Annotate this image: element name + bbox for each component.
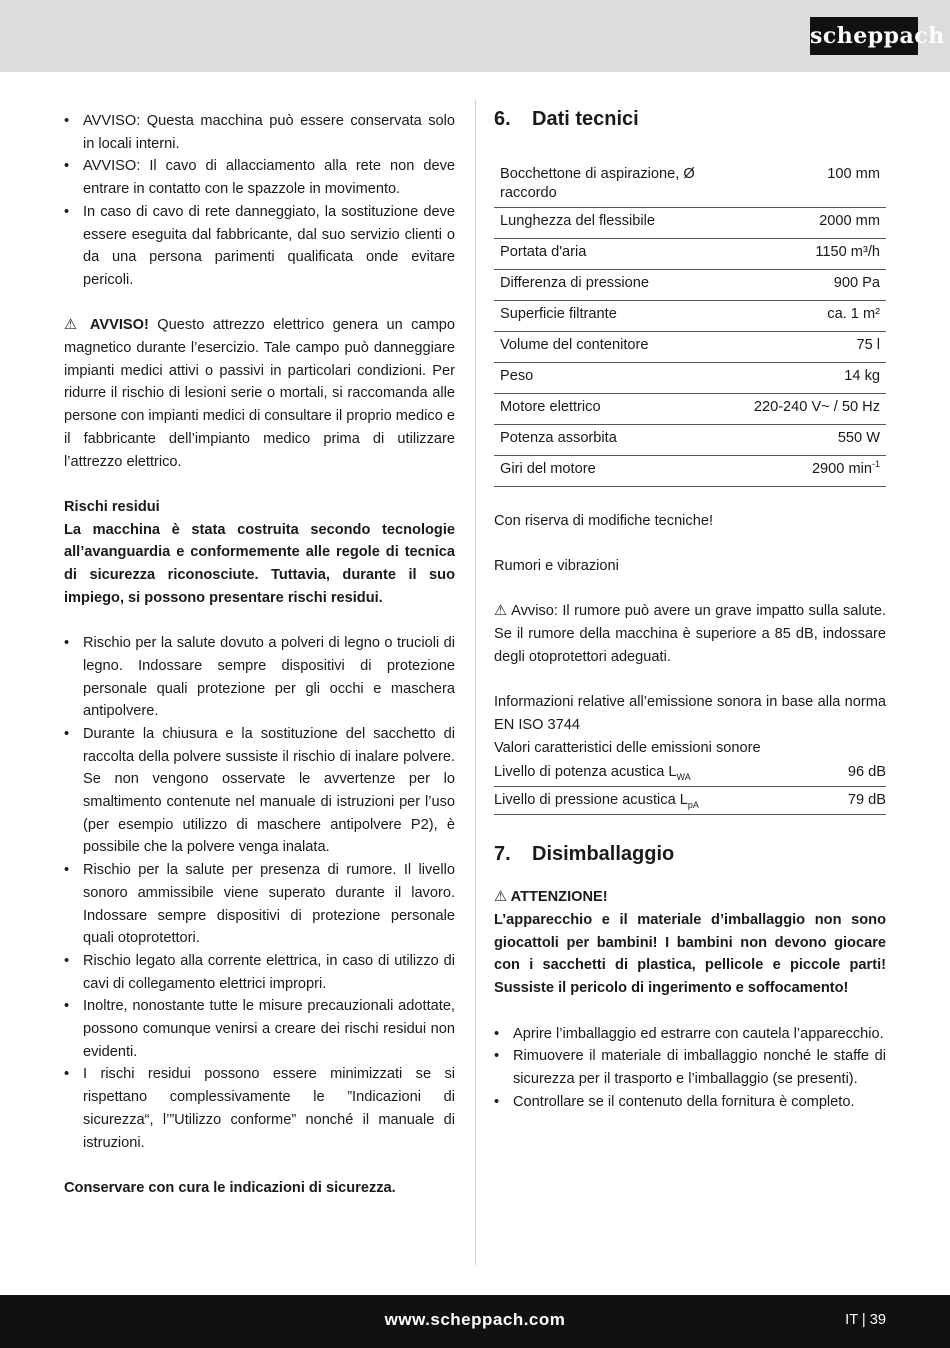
spec-value: 1150 m³/h (748, 239, 886, 270)
spec-label: Superficie filtrante (494, 301, 748, 332)
spec-label: Volume del contenitore (494, 332, 748, 363)
page-footer (0, 1295, 950, 1348)
spec-label: Peso (494, 363, 748, 394)
spec-value: 220-240 V~ / 50 Hz (748, 394, 886, 425)
spec-label: Differenza di pressione (494, 270, 748, 301)
page-header (0, 0, 950, 72)
noise-value: 96 dB (824, 759, 886, 787)
table-row (494, 239, 886, 270)
table-row (494, 270, 886, 301)
noise-label: Livello di potenza acustica $L_{WA}$ (494, 759, 824, 787)
spec-value: 100 mm (748, 161, 886, 208)
spec-value: 14 kg (748, 363, 886, 394)
noise-label: Livello di pressione acustica $L_{pA}$ (494, 787, 824, 815)
list-item: • Rischio legato alla corrente elettrica, in caso di utilizzo di cavi di collegamento elettrici impropri. (64, 950, 455, 995)
table-row (494, 759, 886, 787)
list-item: • Controllare se il contenuto della fornitura è completo. (494, 1091, 886, 1114)
list-item: • Aprire l’imballaggio ed estrarre con cautela l’apparecchio. (494, 1023, 886, 1046)
table-row (494, 161, 886, 208)
page-number: IT | 39 (845, 1312, 886, 1328)
list-item: • Rischio per la salute dovuto a polveri di legno o trucioli di legno. Indossare sempre dispositivi di protezione personale quali protezione per gli occhi e maschera antipolvere. (64, 632, 455, 723)
spec-label: Portata d'aria (494, 239, 748, 270)
warning-icon: ⚠ (494, 603, 508, 620)
noise-value: 79 dB (824, 787, 886, 815)
table-row (494, 363, 886, 394)
spec-label: Giri del motore (494, 456, 748, 487)
table-row (494, 332, 886, 363)
spec-value: ca. 1 m² (748, 301, 886, 332)
spec-value: 550 W (748, 425, 886, 456)
avviso-text: Questo attrezzo elettrico genera un campo magnetico durante l’esercizio. Tale campo può danneggiare impianti medici attivi o passivi in particolari condizioni. Per ridurre il rischio di lesioni serie o mortali, si raccomanda alle persone con impianti medici di consultare il proprio medico e il fabbricante dell’impianto medico prima di utilizzare l’attrezzo elettrico. (64, 317, 455, 470)
spec-label: Motore elettrico (494, 394, 748, 425)
spec-value: 2900 $\min^{-1}$ (748, 456, 886, 487)
table-row (494, 787, 886, 815)
residual-risks-title: Rischi residui (64, 498, 160, 515)
warning-icon: ⚠ (494, 889, 508, 906)
table-row (494, 456, 886, 487)
technical-data-table (494, 161, 886, 487)
list-item: • In caso di cavo di rete danneggiato, la sostituzione deve essere eseguita dal fabbricante, dal suo servizio clienti o da una persona parimenti qualificata onde evitare pericoli. (64, 201, 455, 292)
list-item: • Durante la chiusura e la sostituzione del sacchetto di raccolta della polvere sussiste il rischio di inalare polvere. Se non vengono osservate le avvertenze per lo smaltimento contenute nel manuale di istruzioni per l’uso (per esempio utilizzo di maschere antipolvere P2), è possibile che la polvere venga inalata. (64, 723, 455, 859)
table-row (494, 301, 886, 332)
section-heading-technical-data: 6. Dati tecnici (494, 108, 639, 130)
closing-note: Conservare con cura le indicazioni di sicurezza. (64, 1179, 396, 1196)
list-item: • AVVISO: Il cavo di allacciamento alla rete non deve entrare in contatto con le spazzole in movimento. (64, 155, 455, 200)
table-row (494, 394, 886, 425)
attention-text: L’apparecchio e il materiale d’imballaggio non sono giocattoli per bambini! I bambini non devono giocare con i sacchetti di plastica, pellicole e piccole parti! Sussiste il pericolo di ingerimento e soffocamento! (494, 912, 886, 997)
spec-label: Potenza assorbita (494, 425, 748, 456)
spec-label: Bocchettone di aspirazione, Ø raccordo (494, 161, 748, 208)
safety-bullet-list (64, 110, 455, 292)
spec-value: 900 Pa (748, 270, 886, 301)
noise-heading: Rumori e vibrazioni (494, 558, 619, 575)
noise-values-table (494, 759, 886, 815)
website-link[interactable]: www.scheppach.com (384, 1310, 566, 1329)
residual-risks-intro: La macchina è stata costruita secondo tecnologie all’avanguardia e conformemente alle regole di tecnica di sicurezza riconosciute. Tuttavia, durante il suo impiego, si possono presentare rischi residui. (64, 521, 455, 606)
right-column (494, 106, 886, 1113)
magnetic-field-warning (64, 314, 455, 473)
table-row (494, 425, 886, 456)
brand-logo: scheppach (810, 17, 918, 55)
list-item: • Rimuovere il materiale di imballaggio nonché le staffe di sicurezza per il trasporto e l’imballaggio (se presenti). (494, 1045, 886, 1090)
table-row (494, 208, 886, 239)
avviso-label: AVVISO! (89, 317, 149, 334)
residual-risks-list (64, 632, 455, 1154)
list-item: • AVVISO: Questa macchina può essere conservata solo in locali interni. (64, 110, 455, 155)
spec-value: 2000 mm (748, 208, 886, 239)
warning-icon: ⚠ (64, 317, 82, 334)
section-heading-unpacking: 7. Disimballaggio (494, 843, 675, 866)
spec-value: 75 l (748, 332, 886, 363)
left-column (64, 110, 455, 1200)
attention-heading: ⚠ ATTENZIONE! (494, 889, 608, 906)
spec-label: Lunghezza del flessibile (494, 208, 748, 239)
emission-info: Informazioni relative all’emissione sonora in base alla norma EN ISO 3744 (494, 694, 886, 733)
column-divider (475, 100, 476, 1265)
list-item: • I rischi residui possono essere minimizzati se si rispettano complessivamente le ”Indicazioni di sicurezza“, l’”Utilizzo conforme” nonché il manuale di istruzioni. (64, 1063, 455, 1154)
unpacking-list (494, 1023, 886, 1114)
list-item: • Rischio per la salute per presenza di rumore. Il livello sonoro ammissibile viene superato durante il lavoro. Indossare sempre dispositivi di protezione personale quali otoprotettori. (64, 859, 455, 950)
emission-values-heading: Valori caratteristici delle emissioni sonore (494, 739, 761, 756)
list-item: • Inoltre, nonostante tutte le misure precauzionali adottate, possono comunque venirsi a creare dei rischi residui non evidenti. (64, 995, 455, 1063)
noise-warning: ⚠ Avviso: Il rumore può avere un grave impatto sulla salute. Se il rumore della macchina è superiore a 85 dB, indossare degli otoprotettori adeguati. (494, 603, 886, 665)
reserve-note: Con riserva di modifiche tecniche! (494, 512, 714, 529)
